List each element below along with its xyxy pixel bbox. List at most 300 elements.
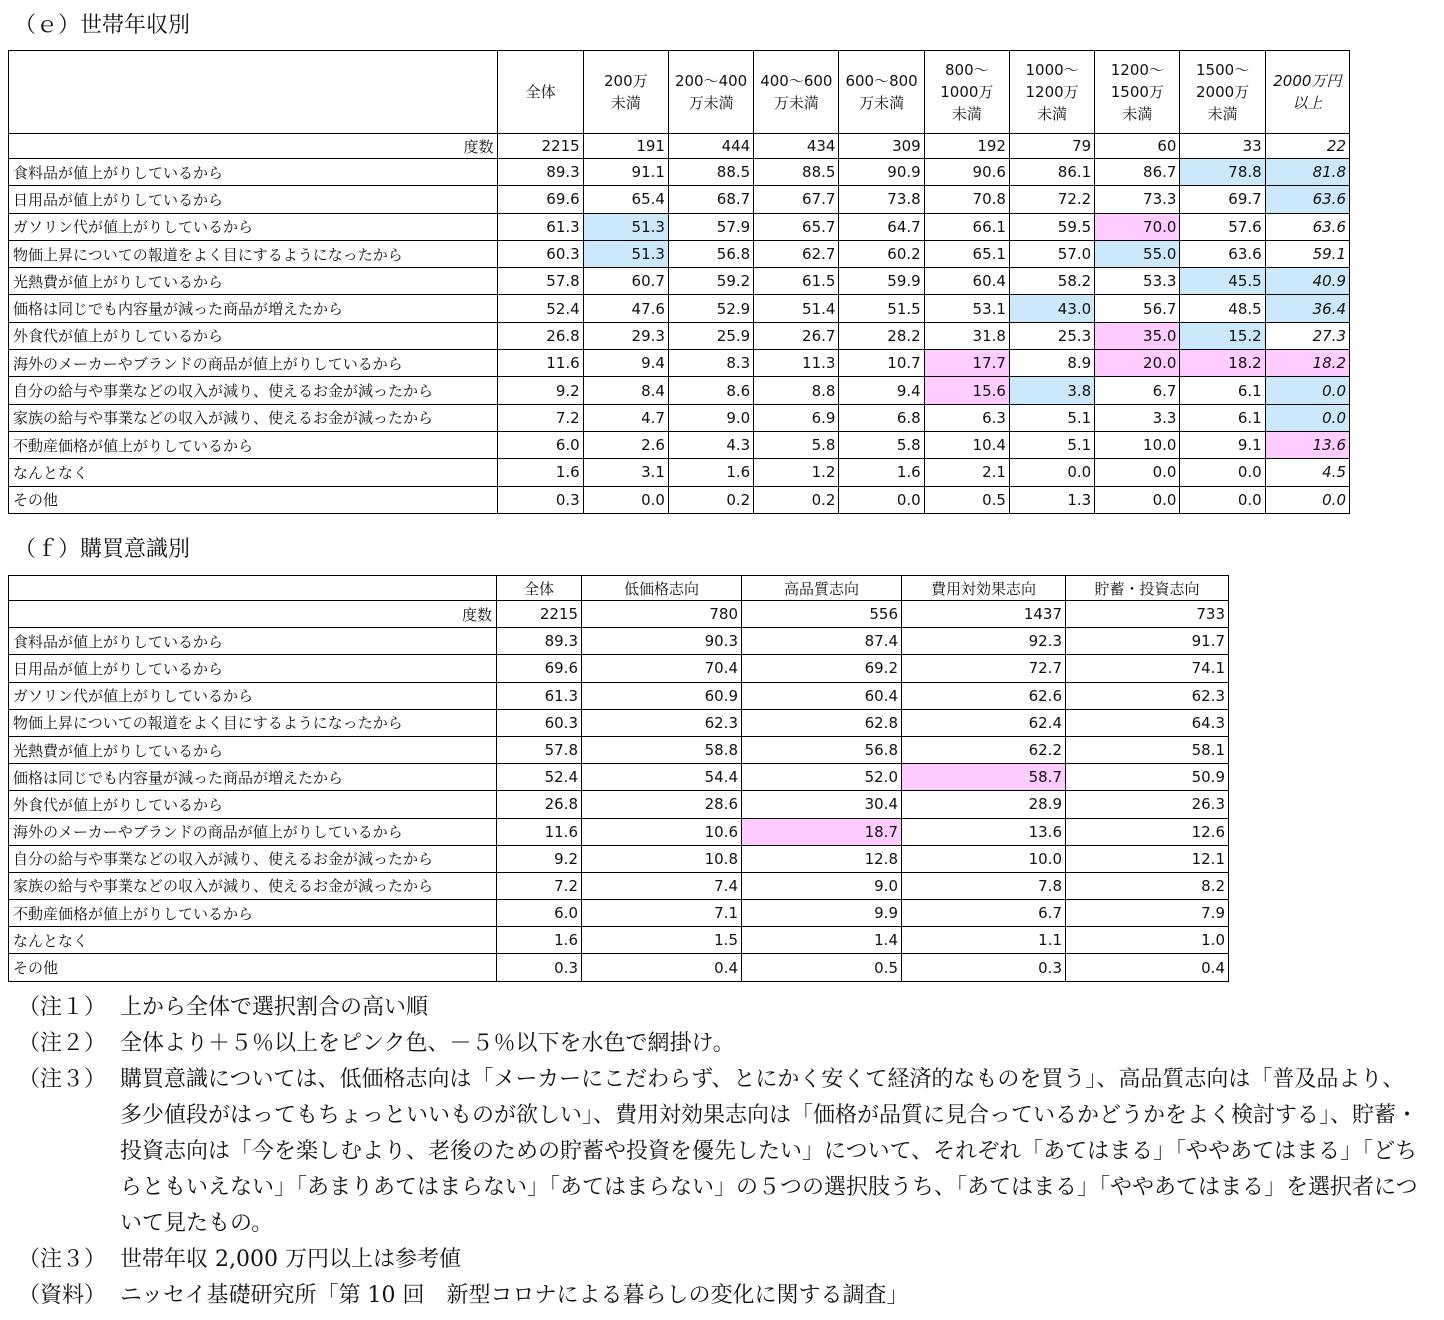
value-cell: 0.4 <box>1066 954 1229 981</box>
value-cell: 9.2 <box>497 845 582 872</box>
value-cell: 10.0 <box>1095 431 1180 458</box>
row-label: 不動産価格が値上がりしているから <box>9 431 498 458</box>
value-cell: 0.0 <box>1180 486 1265 513</box>
value-cell: 9.9 <box>742 900 902 927</box>
value-cell: 18.2 <box>1180 350 1265 377</box>
value-cell: 29.3 <box>583 322 668 349</box>
value-cell: 58.7 <box>902 764 1066 791</box>
count-cell: 1437 <box>902 601 1066 628</box>
value-cell: 0.0 <box>1265 486 1349 513</box>
value-cell: 58.2 <box>1009 268 1094 295</box>
value-cell: 7.4 <box>582 872 742 899</box>
value-cell: 6.3 <box>924 404 1009 431</box>
row-label: 不動産価格が値上がりしているから <box>9 900 497 927</box>
count-cell: 60 <box>1095 134 1180 159</box>
value-cell: 72.7 <box>902 655 1066 682</box>
row-label: ガソリン代が値上がりしているから <box>9 213 498 240</box>
column-header: 高品質志向 <box>742 576 902 601</box>
value-cell: 58.8 <box>582 736 742 763</box>
value-cell: 47.6 <box>583 295 668 322</box>
value-cell: 64.7 <box>839 213 924 240</box>
row-label: 物価上昇についての報道をよく目にするようになったから <box>9 709 497 736</box>
value-cell: 11.6 <box>498 350 583 377</box>
row-label: ガソリン代が値上がりしているから <box>9 682 497 709</box>
value-cell: 4.5 <box>1265 459 1349 486</box>
value-cell: 65.7 <box>754 213 839 240</box>
value-cell: 7.2 <box>498 404 583 431</box>
value-cell: 0.3 <box>498 486 583 513</box>
value-cell: 26.8 <box>497 791 582 818</box>
table-row <box>9 709 1229 736</box>
value-cell: 6.8 <box>839 404 924 431</box>
value-cell: 50.9 <box>1066 764 1229 791</box>
value-cell: 28.2 <box>839 322 924 349</box>
value-cell: 12.6 <box>1066 818 1229 845</box>
table-row <box>9 295 1350 322</box>
value-cell: 90.6 <box>924 159 1009 186</box>
column-header: 600～800 万未満 <box>839 51 924 134</box>
value-cell: 89.3 <box>498 159 583 186</box>
note-label: （資料） <box>18 1283 107 1308</box>
value-cell: 7.9 <box>1066 900 1229 927</box>
value-cell: 58.1 <box>1066 736 1229 763</box>
value-cell: 7.8 <box>902 872 1066 899</box>
note-label: （注３） <box>18 1067 107 1092</box>
value-cell: 25.3 <box>1009 322 1094 349</box>
value-cell: 55.0 <box>1095 240 1180 267</box>
note-text: 購買意識については、低価格志向は「メーカーにこだわらず、とにかく安くて経済的なものを買う」、高品質志向は「普及品より、多少値段がはってもちょっといいものが欲しい」、費用対効果志向は「価格が品質に見合っているかどうかをよく検討する」、貯蓄・投資志向は「今を楽しむより、老後のための貯蓄や投資を優先したい」について、それぞれ「あてはまる」「ややあてはまる」「どちらともいえない」「あまりあてはまらない」「あてはまらない」の５つの選択肢うち、「あてはまる」「ややあてはまる」を選択者について見たもの。 <box>120 1067 1419 1236</box>
value-cell: 88.5 <box>668 159 753 186</box>
note <box>18 1026 1418 1062</box>
value-cell: 6.1 <box>1180 404 1265 431</box>
note-label: （注３） <box>18 1247 107 1272</box>
row-label: 価格は同じでも内容量が減った商品が増えたから <box>9 295 498 322</box>
value-cell: 8.3 <box>668 350 753 377</box>
count-cell: 2215 <box>497 601 582 628</box>
value-cell: 12.1 <box>1066 845 1229 872</box>
row-label: 価格は同じでも内容量が減った商品が増えたから <box>9 764 497 791</box>
value-cell: 91.7 <box>1066 628 1229 655</box>
value-cell: 0.2 <box>668 486 753 513</box>
value-cell: 72.2 <box>1009 186 1094 213</box>
value-cell: 64.3 <box>1066 709 1229 736</box>
value-cell: 15.6 <box>924 377 1009 404</box>
value-cell: 65.4 <box>583 186 668 213</box>
count-cell: 79 <box>1009 134 1094 159</box>
table-row <box>9 486 1350 513</box>
value-cell: 59.2 <box>668 268 753 295</box>
value-cell: 60.4 <box>924 268 1009 295</box>
row-label: 家族の給与や事業などの収入が減り、使えるお金が減ったから <box>9 872 497 899</box>
value-cell: 3.1 <box>583 459 668 486</box>
value-cell: 10.6 <box>582 818 742 845</box>
note-label: （注１） <box>18 995 107 1020</box>
value-cell: 0.2 <box>754 486 839 513</box>
value-cell: 3.8 <box>1009 377 1094 404</box>
value-cell: 51.3 <box>583 240 668 267</box>
value-cell: 8.6 <box>668 377 753 404</box>
count-label: 度数 <box>9 601 497 628</box>
value-cell: 62.7 <box>754 240 839 267</box>
column-header: 200～400 万未満 <box>668 51 753 134</box>
count-cell: 33 <box>1180 134 1265 159</box>
table-row <box>9 322 1350 349</box>
column-header: 全体 <box>498 51 583 134</box>
value-cell: 70.8 <box>924 186 1009 213</box>
value-cell: 26.3 <box>1066 791 1229 818</box>
row-label: 日用品が値上がりしているから <box>9 186 498 213</box>
table-row <box>9 845 1229 872</box>
column-header: 2000万円 以上 <box>1265 51 1349 134</box>
value-cell: 69.7 <box>1180 186 1265 213</box>
value-cell: 81.8 <box>1265 159 1349 186</box>
value-cell: 56.8 <box>668 240 753 267</box>
value-cell: 18.2 <box>1265 350 1349 377</box>
row-label: 家族の給与や事業などの収入が減り、使えるお金が減ったから <box>9 404 498 431</box>
note-text: 上から全体で選択割合の高い順 <box>120 995 429 1020</box>
count-cell: 192 <box>924 134 1009 159</box>
value-cell: 88.5 <box>754 159 839 186</box>
section-e-title: （ｅ）世帯年収別 <box>14 13 191 38</box>
value-cell: 69.6 <box>497 655 582 682</box>
count-cell: 556 <box>742 601 902 628</box>
value-cell: 60.3 <box>497 709 582 736</box>
value-cell: 18.7 <box>742 818 902 845</box>
value-cell: 8.8 <box>754 377 839 404</box>
value-cell: 0.5 <box>742 954 902 981</box>
value-cell: 62.8 <box>742 709 902 736</box>
note-text: 世帯年収 2,000 万円以上は参考値 <box>120 1247 461 1272</box>
value-cell: 0.0 <box>1095 459 1180 486</box>
note <box>18 990 1418 1026</box>
table-row <box>9 764 1229 791</box>
value-cell: 26.7 <box>754 322 839 349</box>
value-cell: 6.0 <box>497 900 582 927</box>
value-cell: 7.1 <box>582 900 742 927</box>
row-label: 海外のメーカーやブランドの商品が値上がりしているから <box>9 818 497 845</box>
column-header: 貯蓄・投資志向 <box>1066 576 1229 601</box>
value-cell: 30.4 <box>742 791 902 818</box>
row-label: その他 <box>9 954 497 981</box>
row-label: 自分の給与や事業などの収入が減り、使えるお金が減ったから <box>9 845 497 872</box>
table-row <box>9 872 1229 899</box>
value-cell: 92.3 <box>902 628 1066 655</box>
table-header-row <box>9 51 1350 134</box>
row-label: 外食代が値上がりしているから <box>9 791 497 818</box>
value-cell: 61.3 <box>497 682 582 709</box>
value-cell: 6.1 <box>1180 377 1265 404</box>
table-row <box>9 682 1229 709</box>
value-cell: 0.0 <box>1265 404 1349 431</box>
value-cell: 69.2 <box>742 655 902 682</box>
note <box>18 1278 1418 1314</box>
value-cell: 66.1 <box>924 213 1009 240</box>
table-row <box>9 186 1350 213</box>
value-cell: 52.0 <box>742 764 902 791</box>
value-cell: 60.2 <box>839 240 924 267</box>
value-cell: 31.8 <box>924 322 1009 349</box>
value-cell: 0.0 <box>583 486 668 513</box>
row-label: なんとなく <box>9 459 498 486</box>
row-label: 海外のメーカーやブランドの商品が値上がりしているから <box>9 350 498 377</box>
value-cell: 0.3 <box>497 954 582 981</box>
value-cell: 6.0 <box>498 431 583 458</box>
purchase-attitude-table <box>8 575 1229 982</box>
value-cell: 35.0 <box>1095 322 1180 349</box>
table-row <box>9 736 1229 763</box>
value-cell: 52.9 <box>668 295 753 322</box>
value-cell: 0.5 <box>924 486 1009 513</box>
table-row <box>9 213 1350 240</box>
value-cell: 57.6 <box>1180 213 1265 240</box>
count-cell: 22 <box>1265 134 1349 159</box>
value-cell: 51.4 <box>754 295 839 322</box>
value-cell: 8.4 <box>583 377 668 404</box>
value-cell: 1.4 <box>742 927 902 954</box>
value-cell: 13.6 <box>902 818 1066 845</box>
value-cell: 5.8 <box>839 431 924 458</box>
value-cell: 0.3 <box>902 954 1066 981</box>
row-label: その他 <box>9 486 498 513</box>
value-cell: 60.7 <box>583 268 668 295</box>
value-cell: 90.9 <box>839 159 924 186</box>
column-header: 低価格志向 <box>582 576 742 601</box>
row-label: 光熱費が値上がりしているから <box>9 268 498 295</box>
value-cell: 0.0 <box>1180 459 1265 486</box>
count-cell: 444 <box>668 134 753 159</box>
value-cell: 60.3 <box>498 240 583 267</box>
column-header: 1200～ 1500万 未満 <box>1095 51 1180 134</box>
table-header-row <box>9 576 1229 601</box>
value-cell: 8.2 <box>1066 872 1229 899</box>
value-cell: 0.0 <box>839 486 924 513</box>
value-cell: 9.4 <box>839 377 924 404</box>
row-label: 食料品が値上がりしているから <box>9 159 498 186</box>
value-cell: 45.5 <box>1180 268 1265 295</box>
value-cell: 59.1 <box>1265 240 1349 267</box>
value-cell: 7.2 <box>497 872 582 899</box>
count-cell: 434 <box>754 134 839 159</box>
value-cell: 62.6 <box>902 682 1066 709</box>
table-row <box>9 159 1350 186</box>
value-cell: 11.3 <box>754 350 839 377</box>
value-cell: 67.7 <box>754 186 839 213</box>
value-cell: 62.4 <box>902 709 1066 736</box>
value-cell: 11.6 <box>497 818 582 845</box>
value-cell: 87.4 <box>742 628 902 655</box>
value-cell: 5.1 <box>1009 431 1094 458</box>
table-row <box>9 268 1350 295</box>
value-cell: 1.6 <box>668 459 753 486</box>
value-cell: 60.9 <box>582 682 742 709</box>
value-cell: 10.7 <box>839 350 924 377</box>
value-cell: 6.7 <box>1095 377 1180 404</box>
table-row <box>9 818 1229 845</box>
count-cell: 780 <box>582 601 742 628</box>
value-cell: 28.9 <box>902 791 1066 818</box>
value-cell: 5.1 <box>1009 404 1094 431</box>
value-cell: 9.2 <box>498 377 583 404</box>
value-cell: 53.3 <box>1095 268 1180 295</box>
table-row <box>9 628 1229 655</box>
value-cell: 5.8 <box>754 431 839 458</box>
row-label: なんとなく <box>9 927 497 954</box>
column-header: 全体 <box>497 576 582 601</box>
table-row <box>9 791 1229 818</box>
row-label: 外食代が値上がりしているから <box>9 322 498 349</box>
value-cell: 9.0 <box>742 872 902 899</box>
value-cell: 62.3 <box>582 709 742 736</box>
row-label: 食料品が値上がりしているから <box>9 628 497 655</box>
value-cell: 4.3 <box>668 431 753 458</box>
value-cell: 65.1 <box>924 240 1009 267</box>
value-cell: 13.6 <box>1265 431 1349 458</box>
row-label: 光熱費が値上がりしているから <box>9 736 497 763</box>
value-cell: 60.4 <box>742 682 902 709</box>
value-cell: 27.3 <box>1265 322 1349 349</box>
value-cell: 59.9 <box>839 268 924 295</box>
value-cell: 10.4 <box>924 431 1009 458</box>
value-cell: 1.6 <box>839 459 924 486</box>
value-cell: 25.9 <box>668 322 753 349</box>
value-cell: 9.0 <box>668 404 753 431</box>
value-cell: 0.0 <box>1095 486 1180 513</box>
value-cell: 20.0 <box>1095 350 1180 377</box>
value-cell: 1.2 <box>754 459 839 486</box>
value-cell: 1.6 <box>498 459 583 486</box>
value-cell: 9.1 <box>1180 431 1265 458</box>
income-table <box>8 50 1350 514</box>
value-cell: 6.9 <box>754 404 839 431</box>
value-cell: 3.3 <box>1095 404 1180 431</box>
count-cell: 191 <box>583 134 668 159</box>
value-cell: 1.0 <box>1066 927 1229 954</box>
count-label: 度数 <box>9 134 498 159</box>
table-row <box>9 431 1350 458</box>
value-cell: 56.8 <box>742 736 902 763</box>
value-cell: 4.7 <box>583 404 668 431</box>
value-cell: 62.2 <box>902 736 1066 763</box>
value-cell: 2.1 <box>924 459 1009 486</box>
value-cell: 57.8 <box>497 736 582 763</box>
section-f-title: （ｆ）購買意識別 <box>14 537 191 562</box>
column-header: 400～600 万未満 <box>754 51 839 134</box>
value-cell: 59.5 <box>1009 213 1094 240</box>
row-label: 日用品が値上がりしているから <box>9 655 497 682</box>
count-cell: 309 <box>839 134 924 159</box>
value-cell: 86.7 <box>1095 159 1180 186</box>
note-text: ニッセイ基礎研究所「第 10 回 新型コロナによる暮らしの変化に関する調査」 <box>120 1283 909 1308</box>
column-header: 200万 未満 <box>583 51 668 134</box>
value-cell: 69.6 <box>498 186 583 213</box>
header-corner <box>9 576 497 601</box>
value-cell: 17.7 <box>924 350 1009 377</box>
value-cell: 74.1 <box>1066 655 1229 682</box>
value-cell: 57.9 <box>668 213 753 240</box>
value-cell: 52.4 <box>498 295 583 322</box>
value-cell: 51.5 <box>839 295 924 322</box>
value-cell: 10.0 <box>902 845 1066 872</box>
value-cell: 1.5 <box>582 927 742 954</box>
notes <box>18 990 1418 1314</box>
table-row <box>9 377 1350 404</box>
table-row <box>9 350 1350 377</box>
value-cell: 43.0 <box>1009 295 1094 322</box>
value-cell: 70.4 <box>582 655 742 682</box>
value-cell: 68.7 <box>668 186 753 213</box>
column-header: 800～ 1000万 未満 <box>924 51 1009 134</box>
note <box>18 1062 1418 1242</box>
value-cell: 52.4 <box>497 764 582 791</box>
value-cell: 1.6 <box>497 927 582 954</box>
value-cell: 28.6 <box>582 791 742 818</box>
value-cell: 9.4 <box>583 350 668 377</box>
value-cell: 56.7 <box>1095 295 1180 322</box>
value-cell: 89.3 <box>497 628 582 655</box>
value-cell: 63.6 <box>1265 186 1349 213</box>
value-cell: 90.3 <box>582 628 742 655</box>
row-label: 物価上昇についての報道をよく目にするようになったから <box>9 240 498 267</box>
column-header: 1500～ 2000万 未満 <box>1180 51 1265 134</box>
value-cell: 78.8 <box>1180 159 1265 186</box>
table-row <box>9 900 1229 927</box>
value-cell: 57.0 <box>1009 240 1094 267</box>
column-header: 1000～ 1200万 未満 <box>1009 51 1094 134</box>
value-cell: 73.8 <box>839 186 924 213</box>
value-cell: 73.3 <box>1095 186 1180 213</box>
value-cell: 61.5 <box>754 268 839 295</box>
value-cell: 62.3 <box>1066 682 1229 709</box>
value-cell: 70.0 <box>1095 213 1180 240</box>
table-row <box>9 459 1350 486</box>
note-text: 全体より＋５％以上をピンク色、－５％以下を水色で網掛け。 <box>120 1031 735 1056</box>
value-cell: 26.8 <box>498 322 583 349</box>
value-cell: 86.1 <box>1009 159 1094 186</box>
header-corner <box>9 51 498 134</box>
row-label: 自分の給与や事業などの収入が減り、使えるお金が減ったから <box>9 377 498 404</box>
value-cell: 0.4 <box>582 954 742 981</box>
table-row <box>9 655 1229 682</box>
table-row <box>9 240 1350 267</box>
value-cell: 36.4 <box>1265 295 1349 322</box>
value-cell: 1.3 <box>1009 486 1094 513</box>
value-cell: 63.6 <box>1265 213 1349 240</box>
value-cell: 63.6 <box>1180 240 1265 267</box>
value-cell: 57.8 <box>498 268 583 295</box>
table-row <box>9 404 1350 431</box>
value-cell: 1.1 <box>902 927 1066 954</box>
value-cell: 61.3 <box>498 213 583 240</box>
value-cell: 12.8 <box>742 845 902 872</box>
count-cell: 2215 <box>498 134 583 159</box>
note <box>18 1242 1418 1278</box>
value-cell: 53.1 <box>924 295 1009 322</box>
value-cell: 6.7 <box>902 900 1066 927</box>
value-cell: 40.9 <box>1265 268 1349 295</box>
value-cell: 2.6 <box>583 431 668 458</box>
value-cell: 0.0 <box>1265 377 1349 404</box>
column-header: 費用対効果志向 <box>902 576 1066 601</box>
value-cell: 54.4 <box>582 764 742 791</box>
value-cell: 91.1 <box>583 159 668 186</box>
value-cell: 10.8 <box>582 845 742 872</box>
count-row <box>9 601 1229 628</box>
value-cell: 48.5 <box>1180 295 1265 322</box>
value-cell: 8.9 <box>1009 350 1094 377</box>
count-row <box>9 134 1350 159</box>
note-label: （注２） <box>18 1031 107 1056</box>
value-cell: 0.0 <box>1009 459 1094 486</box>
